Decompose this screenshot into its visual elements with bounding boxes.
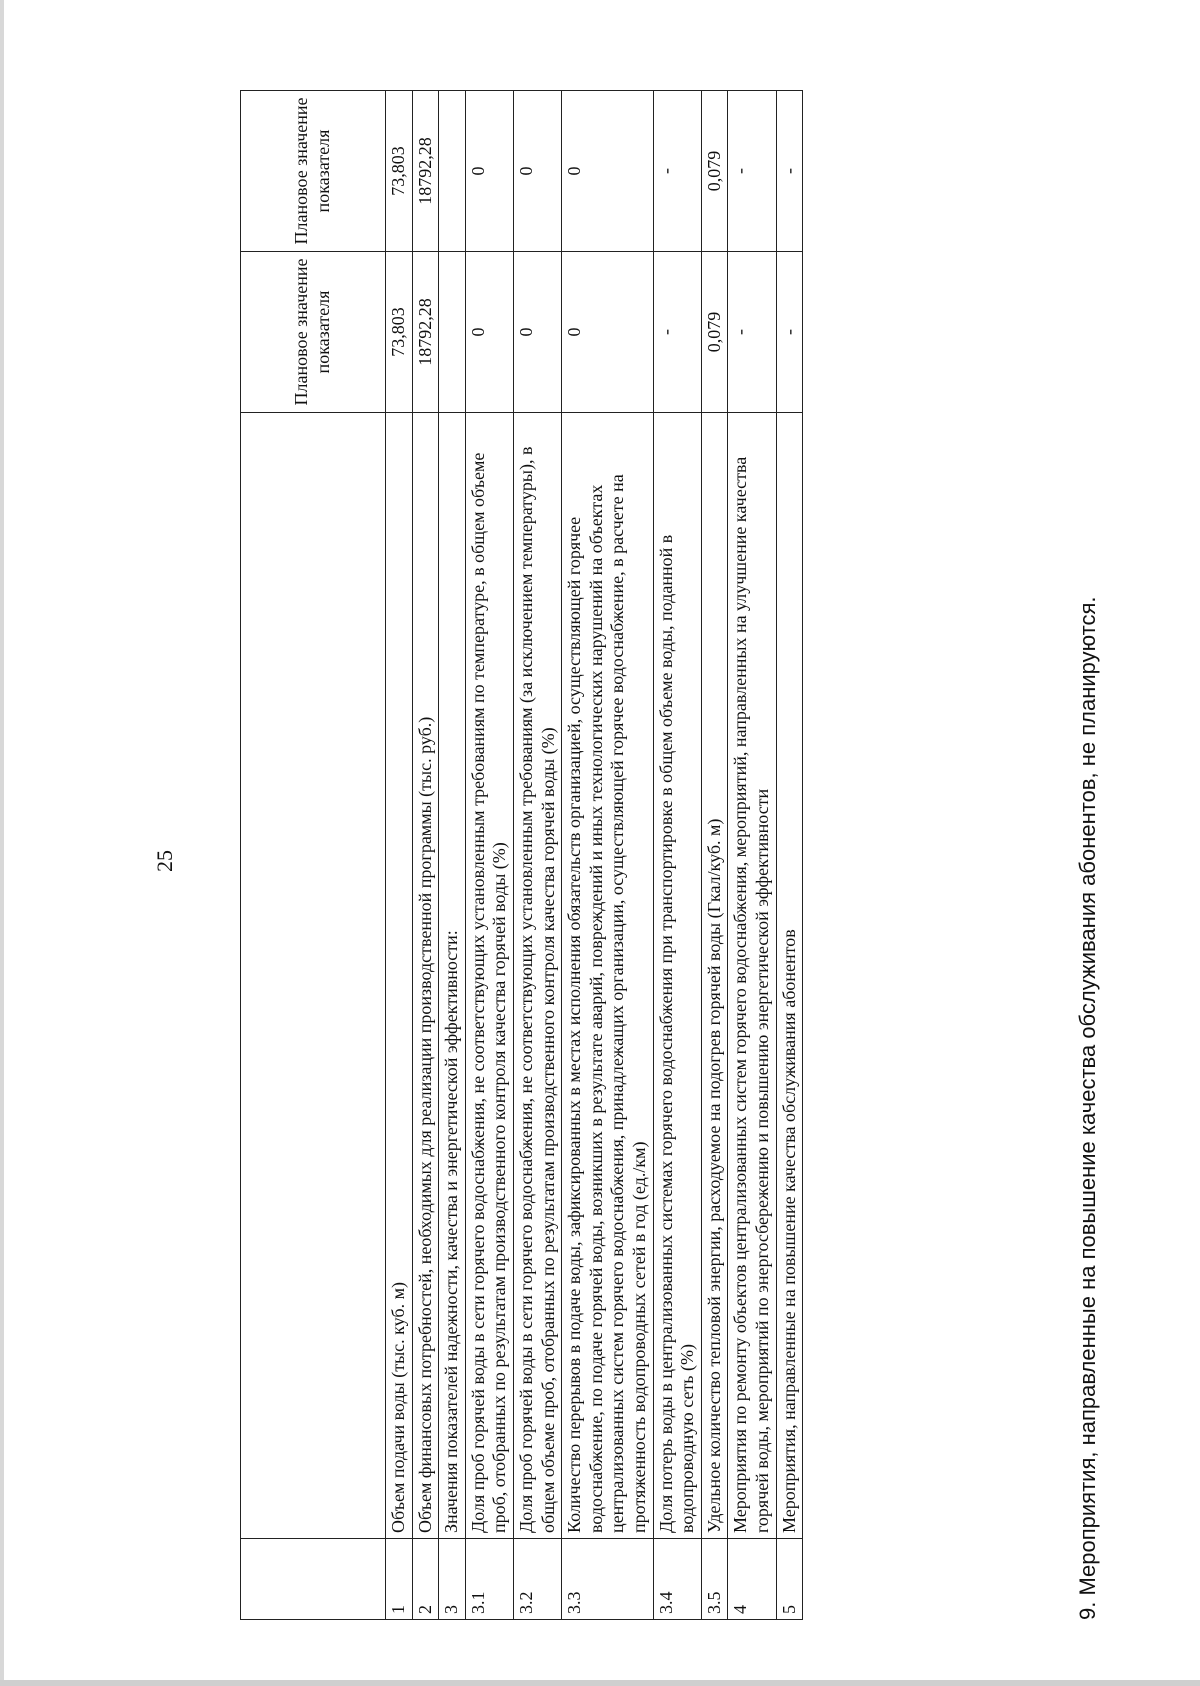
- row-value-2: 73,803: [386, 91, 413, 252]
- header-cell-desc: [241, 413, 386, 1539]
- row-number: 1: [386, 1539, 413, 1620]
- scan-edge: [0, 1680, 1200, 1686]
- header-cell-plan-2: Плановое значение показателя: [241, 91, 386, 252]
- row-number: 3.2: [513, 1539, 561, 1620]
- row-number: 2: [412, 1539, 439, 1620]
- table-row: [386, 91, 413, 1620]
- row-value-2: 0: [465, 91, 513, 252]
- row-description: Удельное количество тепловой энергии, расходуемое на подогрев горячей воды (Гкал/куб. м): [701, 413, 728, 1539]
- row-number: 3.4: [653, 1539, 701, 1620]
- table-row: [465, 91, 513, 1620]
- row-number: 3: [439, 1539, 466, 1620]
- row-value-1: 0: [513, 252, 561, 413]
- table-row: [439, 91, 466, 1620]
- row-description: Значения показателей надежности, качества и энергетической эффективности:: [439, 413, 466, 1539]
- footer-note: 9. Мероприятия, направленные на повышение качества обслуживания абонентов, не планируются.: [1075, 596, 1100, 1620]
- indicators-table: [240, 90, 803, 1620]
- table-row: [412, 91, 439, 1620]
- row-number: 3.1: [465, 1539, 513, 1620]
- scan-edge: [0, 0, 4, 1686]
- row-value-2: 0,079: [701, 91, 728, 252]
- rotated-page: [140, 60, 1200, 1620]
- page-number: 25: [152, 850, 177, 872]
- row-value-1: -: [728, 252, 776, 413]
- row-description: Количество перерывов в подаче воды, зафиксированных в местах исполнения обязательств организацией, осуществляющей горячее водоснабжение, по подаче горячей воды, возникших в результате аварий, повреждений и иных технологических нарушений на объектах централизованных систем горячего водоснабжения, принадлежащих организации, осуществляющей горячее водоснабжение, в расчете на протяженность водопроводных сетей в год (ед./км): [562, 413, 653, 1539]
- row-description: Мероприятия по ремонту объектов централизованных систем горячего водоснабжения, мероприятий, направленных на улучшение качества горячей воды, мероприятий по энергосбережению и повышению энергетической эффективности: [728, 413, 776, 1539]
- row-value-2: -: [728, 91, 776, 252]
- row-value-1: 0: [562, 252, 653, 413]
- table-row: [701, 91, 728, 1620]
- table-row: [653, 91, 701, 1620]
- row-description: Объем финансовых потребностей, необходимых для реализации производственной программы (тыс. руб.): [412, 413, 439, 1539]
- table-header-row: [241, 91, 386, 1620]
- row-value-2: 18792,28: [412, 91, 439, 252]
- row-number: 3.3: [562, 1539, 653, 1620]
- row-number: 3.5: [701, 1539, 728, 1620]
- row-value-2: 0: [513, 91, 561, 252]
- header-cell-num: [241, 1539, 386, 1620]
- row-value-1: -: [776, 252, 803, 413]
- header-cell-plan-1: Плановое значение показателя: [241, 252, 386, 413]
- row-description: Доля проб горячей воды в сети горячего водоснабжения, не соответствующих установленным требованиям (за исключением температуры), в общем объеме проб, отобранных по результатам производственного контроля качества горячей воды (%): [513, 413, 561, 1539]
- table-row: [562, 91, 653, 1620]
- row-value-1: 73,803: [386, 252, 413, 413]
- table-row: [728, 91, 776, 1620]
- row-value-2: [439, 91, 466, 252]
- row-value-1: 18792,28: [412, 252, 439, 413]
- row-value-1: [439, 252, 466, 413]
- row-number: 5: [776, 1539, 803, 1620]
- row-value-2: -: [653, 91, 701, 252]
- row-value-2: -: [776, 91, 803, 252]
- row-description: Доля потерь воды в централизованных системах горячего водоснабжения при транспортировке в общем объеме воды, поданной в водопроводную сеть (%): [653, 413, 701, 1539]
- row-description: Доля проб горячей воды в сети горячего водоснабжения, не соответствующих установленным требованиям по температуре, в общем объеме проб, отобранных по результатам производственного контроля качества горячей воды (%): [465, 413, 513, 1539]
- row-value-1: 0: [465, 252, 513, 413]
- table-row: [513, 91, 561, 1620]
- row-value-1: -: [653, 252, 701, 413]
- row-number: 4: [728, 1539, 776, 1620]
- row-value-2: 0: [562, 91, 653, 252]
- row-description: Мероприятия, направленные на повышение качества обслуживания абонентов: [776, 413, 803, 1539]
- row-value-1: 0,079: [701, 252, 728, 413]
- table-row: [776, 91, 803, 1620]
- row-description: Объем подачи воды (тыс. куб. м): [386, 413, 413, 1539]
